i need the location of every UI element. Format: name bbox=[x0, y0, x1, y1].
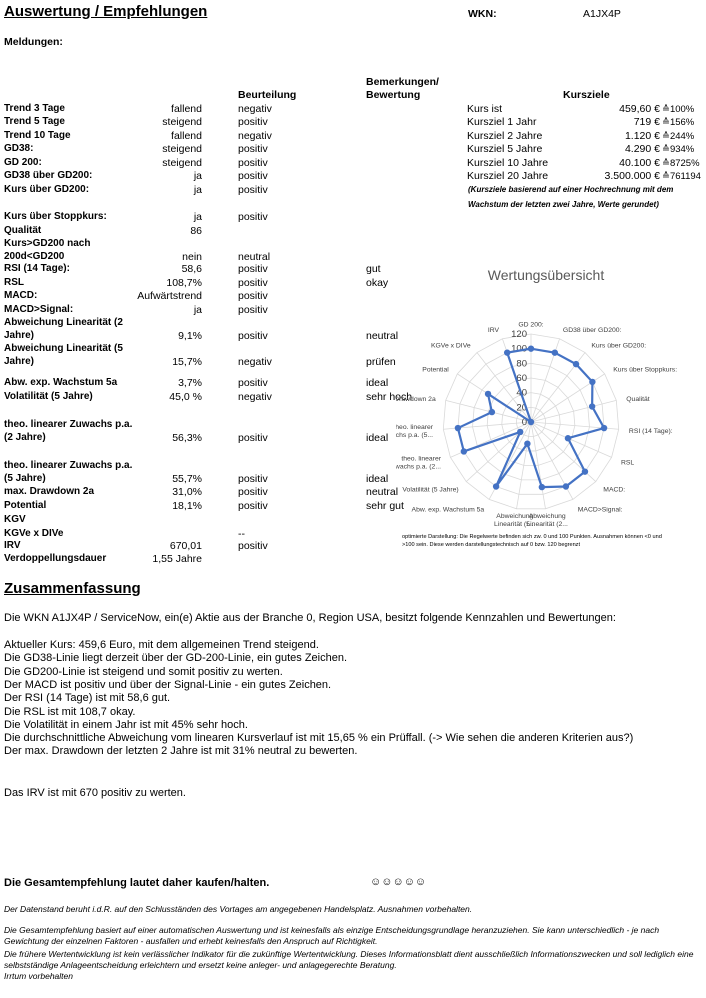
radar-svg bbox=[396, 262, 696, 577]
row-label: Kurs über Stoppkurs: bbox=[4, 211, 107, 222]
kursziel-label: Kursziel 1 Jahr bbox=[467, 116, 537, 128]
kursziel-label: Kursziel 5 Jahre bbox=[467, 143, 543, 155]
row-rating: positiv bbox=[238, 432, 268, 444]
category-label: RSI (14 Tage): bbox=[628, 428, 673, 436]
row-label: Qualität bbox=[4, 225, 42, 236]
footer-line-4: Irrtum vorbehalten bbox=[4, 971, 73, 981]
summary-heading: Zusammenfassung bbox=[4, 580, 141, 597]
row-label: MACD: bbox=[4, 290, 38, 301]
summary-line: Die GD38-Linie liegt derzeit über der GD-200-Linie, ein gutes Zeichen. bbox=[4, 652, 348, 665]
row-remark: okay bbox=[366, 277, 389, 289]
row-value: fallend bbox=[171, 130, 202, 142]
tick-label: 20 bbox=[516, 402, 527, 414]
row-value: 15,7% bbox=[172, 356, 202, 368]
category-label: KGVe x DIVe bbox=[430, 342, 471, 350]
row-label-cont: 200d<GD200 bbox=[4, 251, 65, 262]
row-value: nein bbox=[182, 251, 202, 263]
data-point bbox=[524, 440, 530, 446]
row-value: ja bbox=[193, 211, 202, 223]
kursziele-note-1: (Kursziele basierend auf einer Hochrechnung mit dem bbox=[468, 185, 674, 194]
row-rating: positiv bbox=[238, 157, 268, 169]
row-label: Potential bbox=[4, 500, 47, 511]
row-value: 86 bbox=[190, 225, 202, 237]
row-rating: positiv bbox=[238, 263, 268, 275]
row-value: 1,55 Jahre bbox=[152, 553, 202, 565]
category-label: Abweichung Linearität (2... bbox=[526, 512, 568, 528]
page-title: Auswertung / Empfehlungen bbox=[4, 3, 208, 20]
summary-line: Aktueller Kurs: 459,6 Euro, mit dem allgemeinen Trend steigend. bbox=[4, 639, 319, 651]
data-point bbox=[539, 484, 545, 490]
kursziel-label: Kursziel 20 Jahre bbox=[467, 170, 549, 182]
row-value: Aufwärtstrend bbox=[137, 290, 202, 302]
row-value: fallend bbox=[171, 103, 202, 115]
category-label: MACD: bbox=[603, 486, 626, 494]
row-value: 3,7% bbox=[178, 377, 202, 389]
row-label: GD38 über GD200: bbox=[4, 170, 93, 181]
category-label: Kurs über GD200: bbox=[591, 342, 647, 350]
row-remark: neutral bbox=[366, 486, 399, 498]
data-point bbox=[565, 435, 571, 441]
category-label: IRV bbox=[487, 327, 500, 335]
data-point bbox=[489, 409, 495, 415]
row-label-cont: (5 Jahre) bbox=[4, 473, 46, 484]
row-rating: positiv bbox=[238, 143, 268, 155]
category-label: Kurs über Stoppkurs: bbox=[613, 366, 678, 374]
row-rating: positiv bbox=[238, 290, 268, 302]
row-remark: sehr gut bbox=[366, 500, 404, 512]
summary-irv: Das IRV ist mit 670 positiv zu werten. bbox=[4, 787, 186, 799]
kursziel-value: 459,60 € bbox=[619, 103, 660, 115]
data-point bbox=[485, 391, 491, 397]
kursziele-note-2: Wachstum der letzten zwei Jahre, Werte gerundet) bbox=[468, 200, 659, 209]
kursziel-value: 3.500.000 € bbox=[604, 170, 660, 182]
row-label: IRV bbox=[4, 540, 21, 551]
row-value: 55,7% bbox=[172, 473, 202, 485]
row-value: 31,0% bbox=[172, 486, 202, 498]
data-point bbox=[563, 483, 569, 489]
kursziel-percent: ≙244% bbox=[662, 131, 695, 142]
kursziel-label: Kursziel 2 Jahre bbox=[467, 130, 543, 142]
row-label: KGV bbox=[4, 514, 26, 525]
row-label: Abweichung Linearität (2 bbox=[4, 317, 123, 328]
data-point bbox=[589, 403, 595, 409]
row-label: Kurs>GD200 nach bbox=[4, 238, 91, 249]
wkn-label: WKN: bbox=[468, 8, 497, 20]
data-point bbox=[493, 483, 499, 489]
row-value: 108,7% bbox=[166, 277, 202, 289]
row-label: Abw. exp. Wachstum 5a bbox=[4, 377, 118, 388]
row-rating: neutral bbox=[238, 251, 271, 263]
summary-line: Die Volatilität in einem Jahr ist mit 45% sehr hoch. bbox=[4, 718, 248, 731]
chart-title: Wertungsübersicht bbox=[487, 267, 605, 283]
category-label: Abweichung Linearität (5... bbox=[494, 512, 536, 528]
tick-label: 120 bbox=[511, 329, 527, 340]
row-rating: positiv bbox=[238, 277, 268, 289]
radar-chart bbox=[396, 262, 696, 577]
row-value: ja bbox=[193, 304, 202, 316]
row-label: Trend 3 Tage bbox=[4, 103, 65, 114]
row-label: RSI (14 Tage): bbox=[4, 263, 70, 274]
row-value: 56,3% bbox=[172, 432, 202, 444]
row-rating: positiv bbox=[238, 473, 268, 485]
row-rating: positiv bbox=[238, 377, 268, 389]
category-label: GD38 über GD200: bbox=[562, 327, 622, 335]
data-point bbox=[552, 349, 558, 355]
row-label-cont: (2 Jahre) bbox=[4, 432, 46, 443]
data-point bbox=[601, 425, 607, 431]
kursziel-value: 1.120 € bbox=[624, 130, 660, 142]
tick-label: 40 bbox=[516, 387, 527, 399]
data-point bbox=[504, 349, 510, 355]
row-label: GD 200: bbox=[4, 157, 42, 168]
row-rating: negativ bbox=[238, 103, 272, 115]
row-label: Volatilität (5 Jahre) bbox=[4, 391, 93, 402]
row-remark: ideal bbox=[366, 432, 389, 444]
tick-label: 100 bbox=[511, 343, 527, 355]
category-label: theo. linearer wachs p.a. (2... bbox=[396, 455, 442, 471]
row-rating: positiv bbox=[238, 540, 268, 552]
row-label: KGVe x DIVe bbox=[4, 528, 64, 539]
row-remark: ideal bbox=[366, 473, 389, 485]
kursziel-percent: ≙934% bbox=[662, 144, 695, 155]
summary-recommendation: Die Gesamtempfehlung lautet daher kaufen/halten. bbox=[4, 877, 270, 889]
data-point bbox=[528, 345, 534, 351]
row-label-cont: Jahre) bbox=[4, 330, 35, 341]
row-label: Kurs über GD200: bbox=[4, 184, 90, 195]
row-rating: positiv bbox=[238, 304, 268, 316]
summary-line: Die RSL ist mit 108,7 okay. bbox=[4, 705, 136, 718]
row-rating: positiv bbox=[238, 486, 268, 498]
data-point bbox=[589, 379, 595, 385]
data-point bbox=[517, 429, 523, 435]
col-bemerkungen-1: Bemerkungen/ bbox=[366, 76, 439, 88]
category-label: theo. linearer chs p.a. (5... bbox=[396, 424, 434, 440]
row-label: Trend 5 Tage bbox=[4, 116, 65, 127]
row-label: RSL bbox=[4, 277, 24, 288]
row-rating: positiv bbox=[238, 170, 268, 182]
row-rating: negativ bbox=[238, 356, 272, 368]
row-rating: positiv bbox=[238, 500, 268, 512]
row-remark: prüfen bbox=[366, 356, 396, 368]
row-rating: positiv bbox=[238, 116, 268, 128]
kursziel-percent: ≙8725% bbox=[662, 158, 700, 169]
tick-label: 60 bbox=[516, 373, 527, 384]
row-label: theo. linearer Zuwachs p.a. bbox=[4, 460, 133, 471]
kursziel-label: Kursziel 10 Jahre bbox=[467, 157, 549, 169]
category-label: Qualität bbox=[626, 395, 650, 403]
row-rating: -- bbox=[238, 528, 245, 540]
col-bemerkungen-2: Bewertung bbox=[366, 89, 421, 101]
row-rating: positiv bbox=[238, 184, 268, 196]
summary-line: Der MACD ist positiv und über der Signal-Linie - ein gutes Zeichen. bbox=[4, 678, 332, 691]
summary-line: Der RSI (14 Tage) ist mit 58,6 gut. bbox=[4, 692, 171, 705]
data-point bbox=[455, 425, 461, 431]
tick-label: 80 bbox=[516, 358, 527, 370]
footer-line-2: Die Gesamtempfehlung basiert auf einer automatischen Auswertung und ist keinesfalls als einzige Entscheidungsgrundlage heranzuziehen. Sie kann unterschiedlich - je nach Gewichtung der einzelnen Faktoren - ausfallen und erhebt keinesfalls den Anspruch auf Richtigkeit. bbox=[4, 925, 660, 946]
category-label: GD 200: bbox=[518, 321, 544, 329]
row-value: ja bbox=[193, 184, 202, 196]
kursziel-value: 4.290 € bbox=[624, 143, 660, 155]
summary-line: Die GD200-Linie ist steigend und somit positiv zu werten. bbox=[4, 665, 283, 678]
summary-line: Der max. Drawdown der letzten 2 Jahre ist mit 31% neutral zu bewerten. bbox=[4, 745, 358, 758]
row-label: Verdoppellungsdauer bbox=[4, 553, 107, 564]
row-value: 18,1% bbox=[172, 500, 202, 512]
row-value: 58,6 bbox=[181, 263, 202, 275]
category-label: Drawdown 2a bbox=[396, 395, 436, 403]
row-rating: negativ bbox=[238, 391, 272, 403]
col-kursziele: Kursziele bbox=[563, 89, 610, 101]
tick-label: 0 bbox=[521, 417, 527, 428]
footer-line-3: Die frühere Wertentwicklung ist kein verlässlicher Indikator für die zukünftige Wertentwicklung. Dieses Informationsblatt dient ausschließlich Informationszwecken und soll lediglich eine selbstständige Anlageentscheidung erleichtern und ersetzt keine anleger- und anlagegerechte Beratung. bbox=[4, 949, 694, 970]
wkn-value: A1JX4P bbox=[583, 8, 621, 20]
category-label: MACD>Signal: bbox=[577, 506, 623, 514]
row-label-cont: Jahre) bbox=[4, 356, 35, 367]
row-value: ja bbox=[193, 170, 202, 182]
row-remark: neutral bbox=[366, 330, 399, 342]
summary-line: Die durchschnittliche Abweichung vom linearen Kursverlauf ist mit 15,65 % ein Prüffall. (-> Wie sehen die anderen Kriterien aus?) bbox=[4, 732, 634, 745]
row-value: 45,0 % bbox=[169, 391, 202, 403]
kursziel-percent: ≙156% bbox=[662, 117, 695, 128]
chart-note: optimierte Darstellung: Die Regelwerte befinden sich zw. 0 und 100 Punkten. Ausnahmen können <0 und >100 sein. Diese werden darstellungstechnisch auf 0 bzw. 120 begrenzt bbox=[402, 534, 664, 548]
kursziel-percent: ≙100% bbox=[662, 104, 695, 115]
kursziel-label: Kurs ist bbox=[467, 103, 503, 115]
kursziel-value: 40.100 € bbox=[619, 157, 660, 169]
row-value: 670,01 bbox=[169, 540, 202, 552]
row-rating: negativ bbox=[238, 130, 272, 142]
row-label: MACD>Signal: bbox=[4, 304, 74, 315]
category-label: RSL bbox=[620, 459, 635, 467]
kursziel-value: 719 € bbox=[633, 116, 660, 128]
data-point bbox=[461, 448, 467, 454]
row-label: theo. linearer Zuwachs p.a. bbox=[4, 419, 133, 430]
category-label: Potential bbox=[422, 366, 449, 374]
smiley-rating: ☺☺☺☺☺ bbox=[370, 876, 427, 888]
row-value: steigend bbox=[162, 157, 202, 169]
row-value: 9,1% bbox=[178, 330, 202, 342]
row-rating: positiv bbox=[238, 330, 268, 342]
row-label: Trend 10 Tage bbox=[4, 130, 71, 141]
row-rating: positiv bbox=[238, 211, 268, 223]
footer-line-1: Der Datenstand beruht i.d.R. auf den Schlusständen des Vortages am angegebenen Handelsplatz. Ausnahmen vorbehalten. bbox=[4, 904, 473, 914]
row-label: GD38: bbox=[4, 143, 34, 154]
col-beurteilung: Beurteilung bbox=[238, 89, 297, 101]
kursziel-percent: ≙761194 bbox=[662, 171, 701, 182]
category-label: Abw. exp. Wachstum 5a bbox=[411, 506, 485, 514]
category-label: Volatilität (5 Jahre) bbox=[402, 486, 459, 494]
data-point bbox=[582, 468, 588, 474]
row-remark: sehr hoch bbox=[366, 391, 413, 403]
row-label: Abweichung Linearität (5 bbox=[4, 343, 123, 354]
data-point bbox=[573, 361, 579, 367]
summary-intro: Die WKN A1JX4P / ServiceNow, ein(e) Aktie aus der Branche 0, Region USA, besitzt folgende Kennzahlen und Bewertungen: bbox=[4, 612, 616, 624]
row-label: max. Drawdown 2a bbox=[4, 486, 95, 497]
row-value: steigend bbox=[162, 143, 202, 155]
row-remark: gut bbox=[366, 263, 381, 275]
data-point bbox=[528, 419, 534, 425]
row-remark: ideal bbox=[366, 377, 389, 389]
row-value: steigend bbox=[162, 116, 202, 128]
meldungen-label: Meldungen: bbox=[4, 36, 63, 48]
